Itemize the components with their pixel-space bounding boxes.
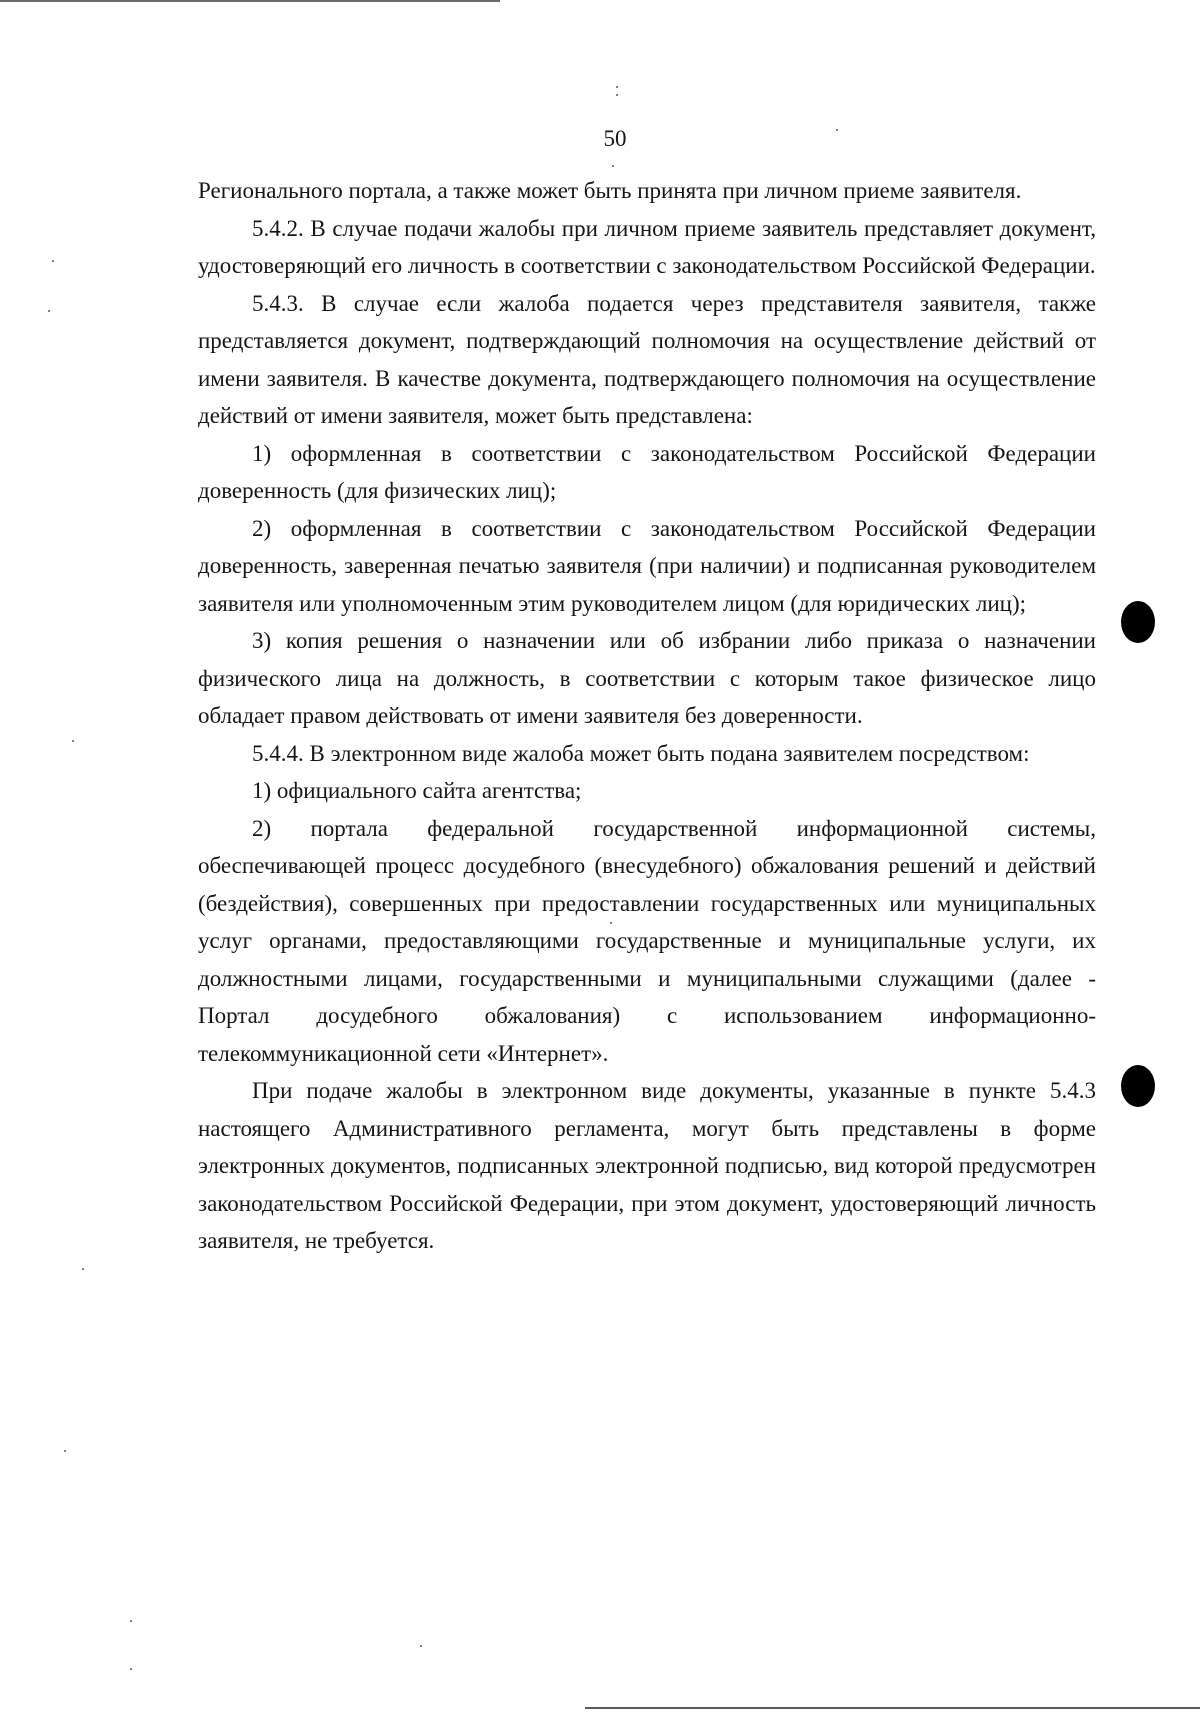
paragraph-5-4-3: 5.4.3. В случае если жалоба подается через представителя заявителя, также представляется документ, подтверждающий полномочия на осуществление действий от имени заявителя. В качестве документа, подтверждающего полномочия на осуществление действий от имени заявителя, может быть представлена: [198, 290, 1096, 428]
page-number: 50 [603, 126, 627, 151]
scan-speck [130, 1668, 132, 1670]
paragraph-continuation: Регионального портала, а также может быть принята при личном приеме заявителя. [198, 178, 1022, 203]
scan-speck [616, 86, 618, 88]
scan-speck [52, 260, 54, 262]
list-item-legal-entity-poa: 2) оформленная в соответствии с законодательством Российской Федерации доверенность, заверенная печатью заявителя (при наличии) и подписанная руководителем заявителя или уполномоченным этим руководителем лицом (для юридических лиц); [198, 515, 1096, 616]
scan-speck [64, 1450, 66, 1452]
scan-speck [72, 740, 74, 742]
paragraph-5-4-2: 5.4.2. В случае подачи жалобы при личном приеме заявитель представляет документ, удостоверяющий его личность в соответствии с законодательством Российской Федерации. [198, 215, 1096, 278]
scan-speck [82, 1268, 84, 1270]
scan-speck [612, 165, 614, 167]
list-item-individual-poa: 1) оформленная в соответствии с законодательством Российской Федерации доверенность (для физических лиц); [198, 440, 1096, 503]
scan-speck [610, 922, 612, 924]
list-item-pretrial-portal: 2) портала федеральной государственной информационной системы, обеспечивающей процесс досудебного (внесудебного) обжалования решений и действий (бездействия), совершенных при предоставлении государственных или муниципальных услуг органами, предоставляющими государственные и муниципальные услуги, их должностными лицами, государственными и муниципальными служащими (далее - Портал досудебного обжалования) с использованием информационно-телекоммуникационной сети «Интернет». [198, 815, 1096, 1066]
list-item-appointment-copy: 3) копия решения о назначении или об избрании либо приказа о назначении физического лица на должность, в соответствии с которым такое физическое лицо обладает правом действовать от имени заявителя без доверенности. [198, 628, 1096, 728]
scan-speck [420, 1645, 422, 1647]
scan-bottom-edge [585, 1707, 1200, 1709]
scan-speck [130, 1620, 132, 1622]
scan-speck [616, 94, 618, 96]
scan-top-edge [0, 0, 500, 2]
document-body [198, 172, 1096, 1260]
scan-speck [48, 310, 50, 312]
list-item-official-site: 1) официального сайта агентства; [252, 778, 582, 803]
punch-hole-mark [1121, 601, 1155, 643]
paragraph-5-4-4: 5.4.4. В электронном виде жалоба может быть подана заявителем посредством: [252, 740, 1030, 766]
paragraph-electronic-documents: При подаче жалобы в электронном виде документы, указанные в пункте 5.4.3 настоящего Административного регламента, могут быть представлены в форме электронных документов, подписанных электронной подписью, вид которой предусмотрен законодательством Российской Федерации, при этом документ, удостоверяющий личность заявителя, не требуется. [198, 1078, 1096, 1253]
scan-speck [836, 129, 838, 131]
punch-hole-mark [1121, 1065, 1155, 1107]
